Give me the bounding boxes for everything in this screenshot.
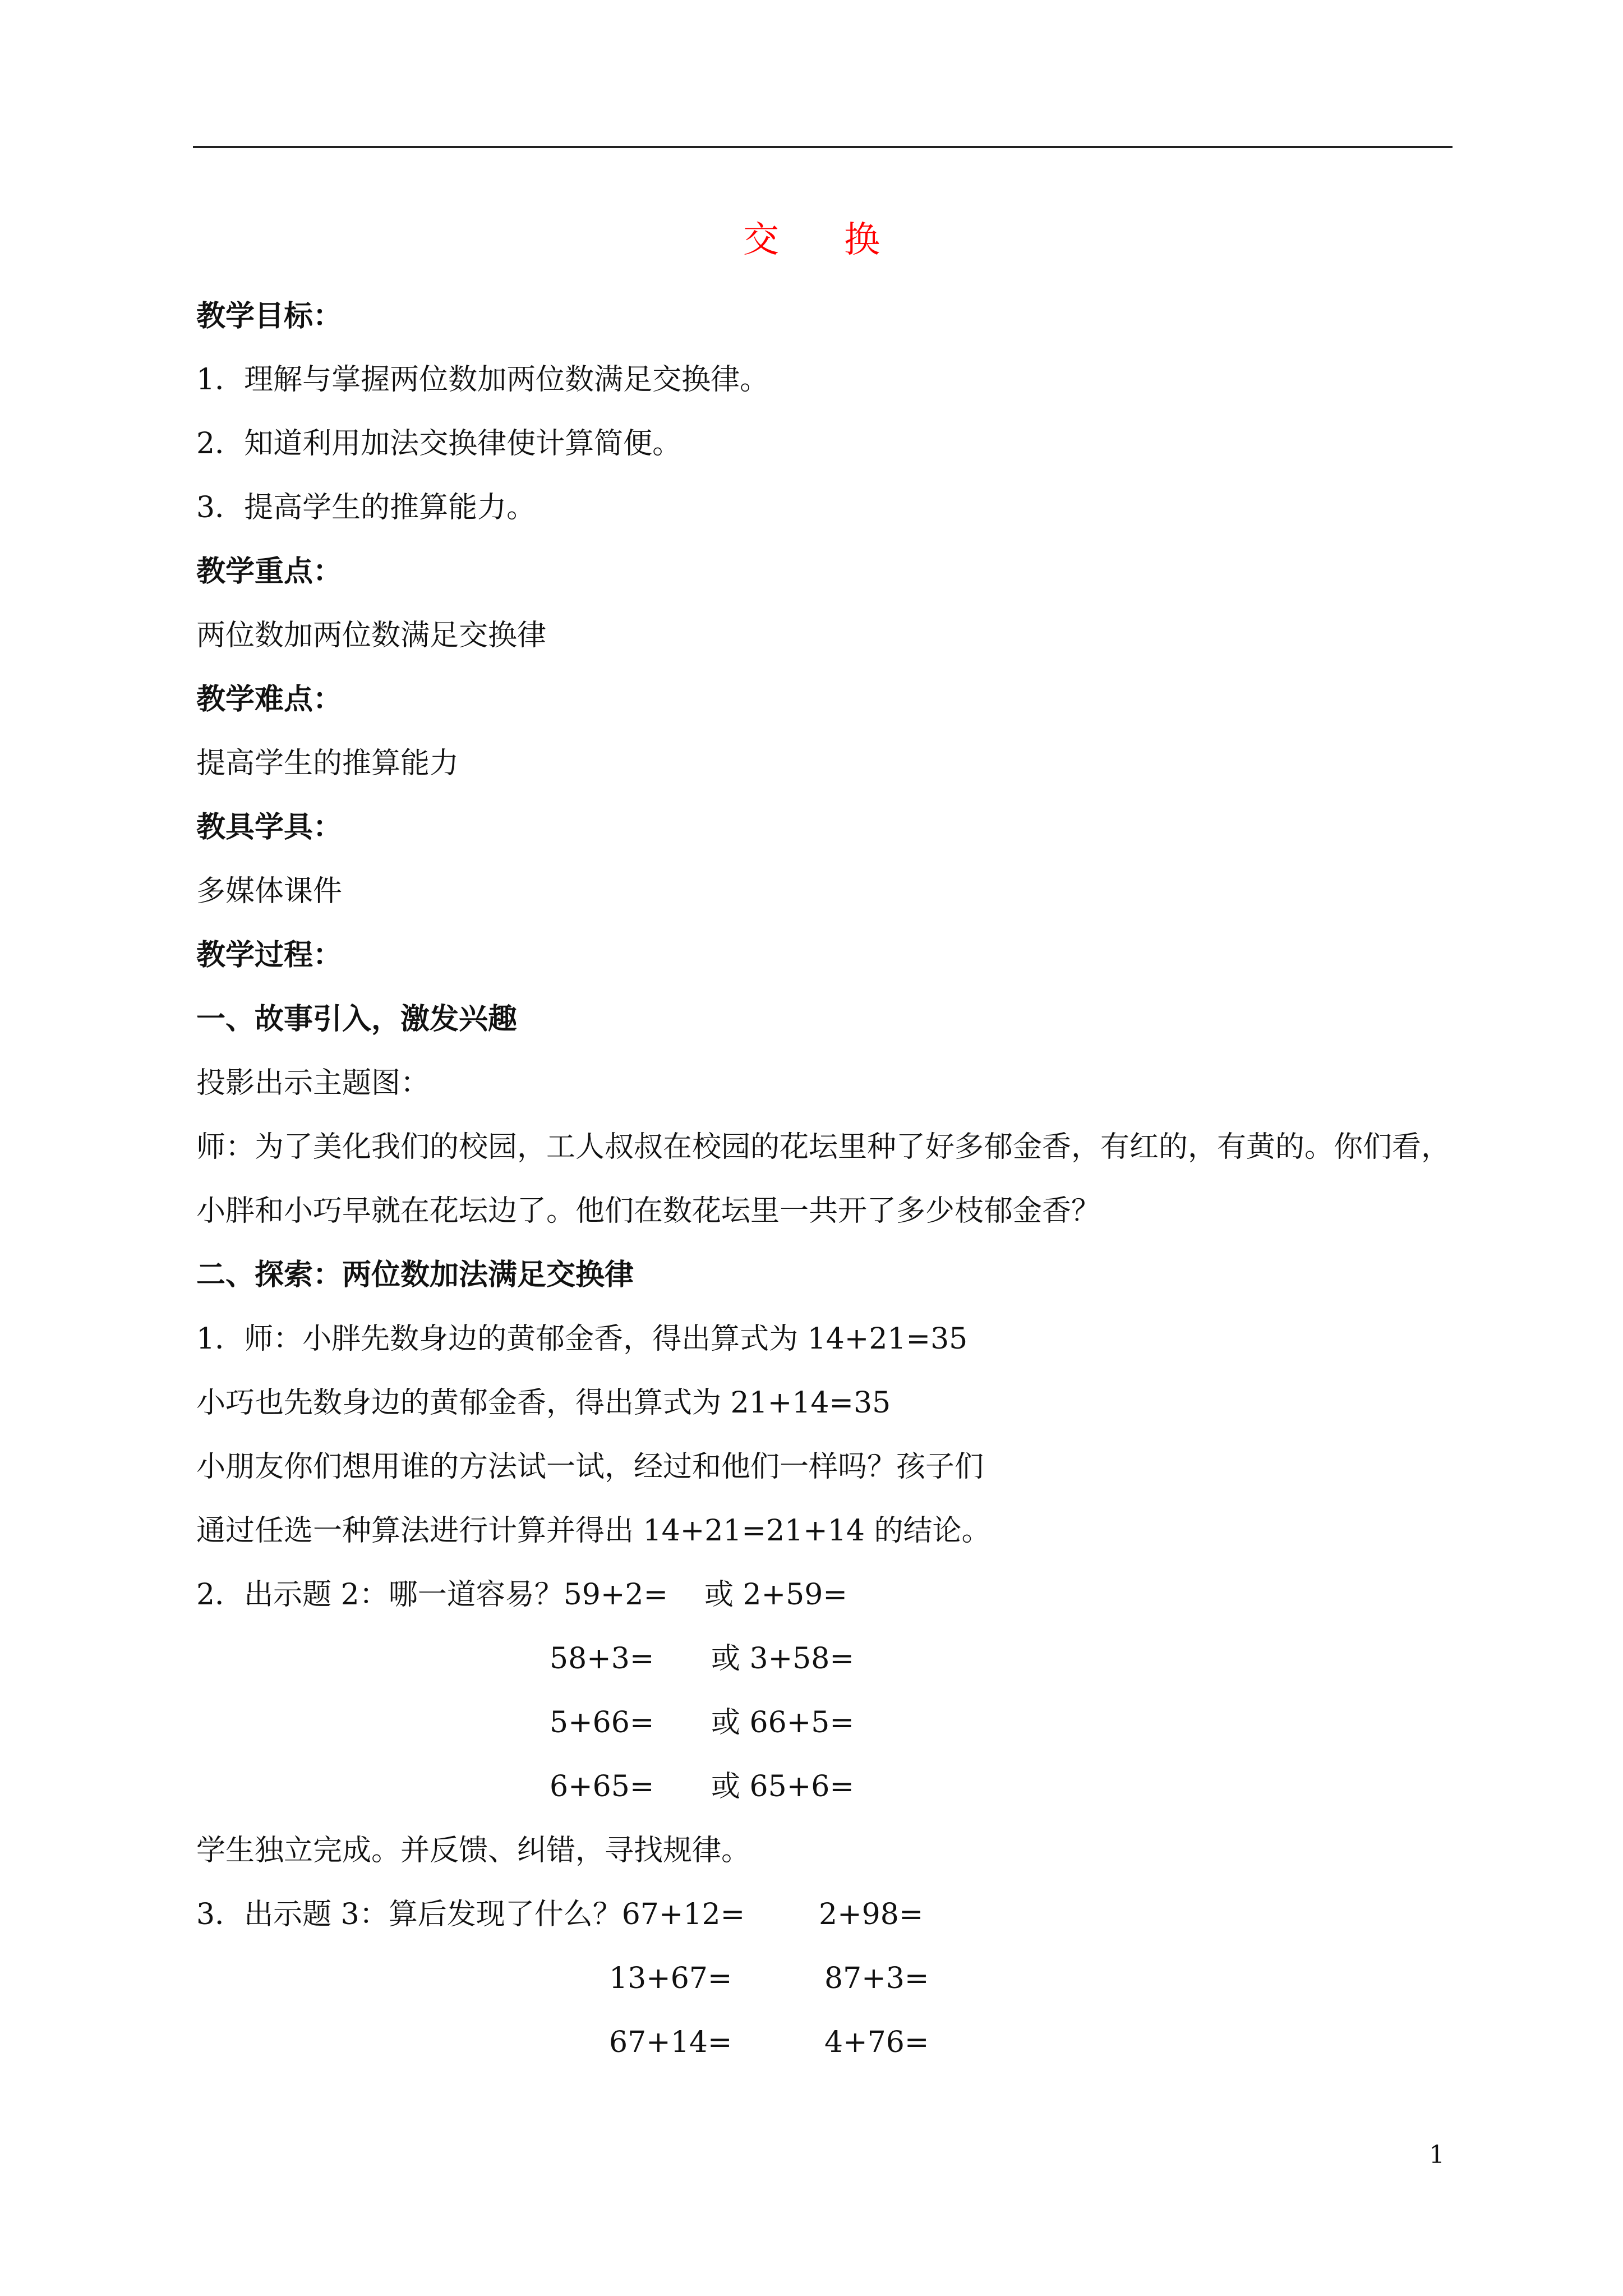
- part1-heading: 一、故事引入，激发兴趣: [196, 1002, 518, 1036]
- question-2-item: 5+66=: [550, 1706, 654, 1740]
- part2-line-2: 小巧也先数身边的黄郁金香，得出算式为 21+14=35: [196, 1386, 891, 1420]
- question-3-item: 13+67=: [609, 1962, 732, 1995]
- difficulty-heading: 教学难点：: [196, 682, 343, 716]
- objectives-heading: 教学目标：: [196, 299, 343, 333]
- page-title: [0, 212, 1623, 268]
- keypoint-text: 两位数加两位数满足交换律: [196, 619, 547, 652]
- part1-line-1: 投影出示主题图：: [196, 1066, 430, 1100]
- header-rule: [193, 146, 1453, 148]
- objective-3: 3．提高学生的推算能力。: [196, 491, 536, 524]
- question-2-alt: 或 2+59=: [704, 1578, 847, 1612]
- part1-line-3: 小胖和小巧早就在花坛边了。他们在数花坛里一共开了多少枝郁金香？: [196, 1194, 1101, 1228]
- question-3-alt: 87+3=: [824, 1962, 929, 1995]
- process-heading: 教学过程：: [196, 938, 343, 972]
- part2-line-3: 小朋友你们想用谁的方法试一试，经过和他们一样吗？孩子们: [196, 1450, 984, 1484]
- part2-heading: 二、探索：两位数加法满足交换律: [196, 1258, 634, 1292]
- question-3-alt: 4+76=: [824, 2026, 929, 2059]
- question-3-item: 67+14=: [609, 2026, 732, 2059]
- question-2-alt: 或 66+5=: [711, 1706, 854, 1740]
- question-3-alt: 2+98=: [819, 1898, 924, 1931]
- part2-line-1: 1．师：小胖先数身边的黄郁金香，得出算式为 14+21=35: [196, 1322, 968, 1356]
- tools-text: 多媒体课件: [196, 875, 343, 908]
- difficulty-text: 提高学生的推算能力: [196, 747, 459, 780]
- title-char-1: 交: [743, 219, 779, 261]
- tools-heading: 教具学具：: [196, 810, 343, 844]
- keypoint-heading: 教学重点：: [196, 554, 343, 588]
- question-2-alt: 或 65+6=: [711, 1770, 854, 1803]
- title-char-2: 换: [844, 219, 880, 261]
- question-2-alt: 或 3+58=: [711, 1642, 854, 1676]
- part1-line-2: 师：为了美化我们的校园，工人叔叔在校园的花坛里种了好多郁金香，有红的，有黄的。你们看，: [196, 1130, 1451, 1164]
- question-2-intro: 2．出示题 2：哪一道容易？59+2=: [196, 1578, 668, 1612]
- question-2-feedback: 学生独立完成。并反馈、纠错，寻找规律。: [196, 1834, 751, 1867]
- objective-1: 1．理解与掌握两位数加两位数满足交换律。: [196, 363, 769, 397]
- objective-2: 2．知道利用加法交换律使计算简便。: [196, 427, 682, 461]
- part2-line-4: 通过任选一种算法进行计算并得出 14+21=21+14 的结论。: [196, 1514, 991, 1548]
- question-2-item: 6+65=: [550, 1770, 654, 1803]
- question-2-item: 58+3=: [550, 1642, 654, 1676]
- page-number: 1: [1429, 2141, 1445, 2169]
- question-3-intro: 3．出示题 3：算后发现了什么？67+12=: [196, 1898, 745, 1931]
